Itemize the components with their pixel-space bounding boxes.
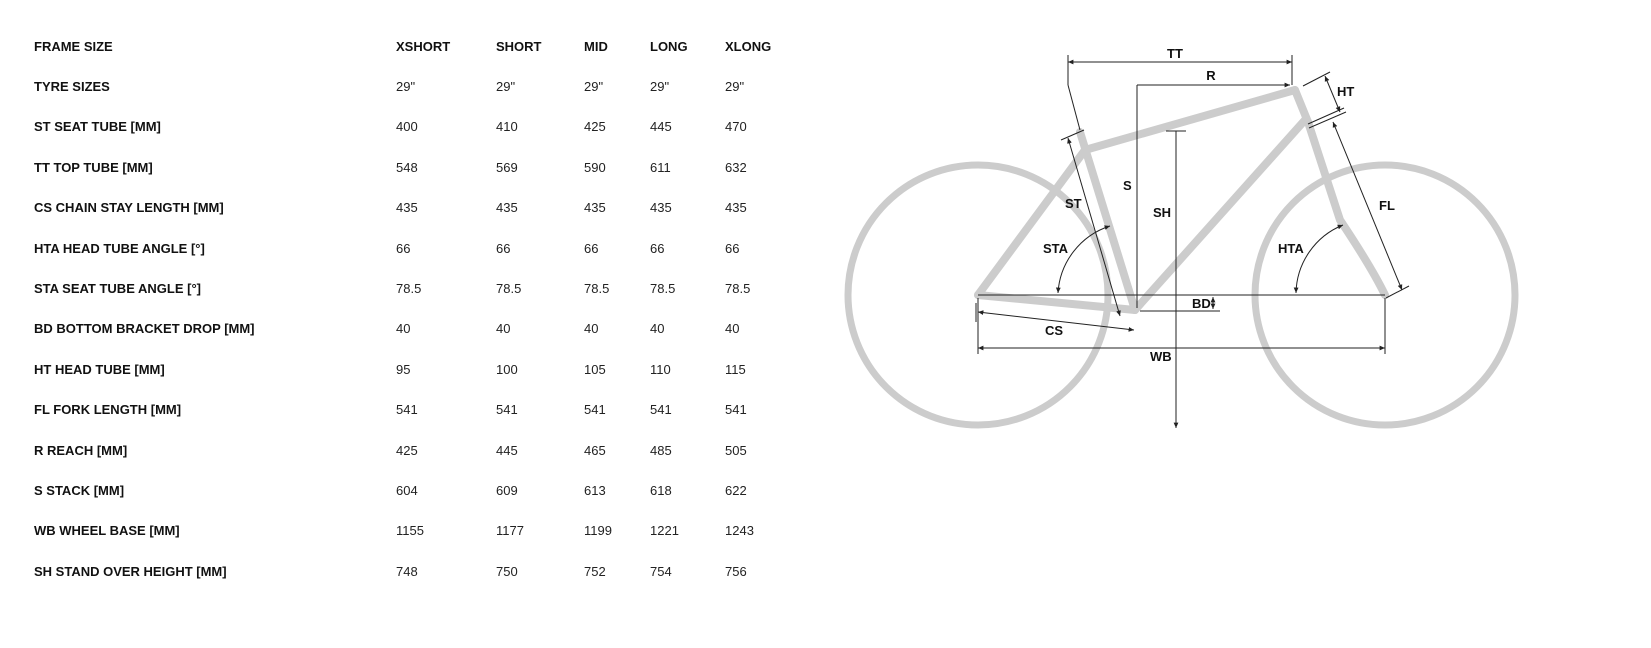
cell-xshort: 425 (396, 442, 418, 458)
cell-xlong: 632 (725, 159, 747, 175)
size-header-xlong: XLONG (725, 38, 772, 54)
size-header-xshort: XSHORT (396, 38, 451, 54)
front-wheel (1255, 165, 1515, 425)
table-header-row (34, 26, 785, 66)
cell-xshort: 29" (396, 79, 416, 95)
rear-wheel (848, 165, 1108, 425)
bike-frame (978, 90, 1385, 310)
table-row (34, 147, 785, 187)
frame-size-header: FRAME SIZE (34, 38, 113, 54)
table-row (34, 228, 785, 268)
cell-xshort: 548 (396, 159, 418, 175)
row-label: WB WHEEL BASE [MM] (34, 523, 180, 539)
cell-xshort: 748 (396, 563, 418, 579)
row-label: R REACH [MM] (34, 442, 128, 458)
cell-short: 609 (496, 482, 518, 498)
row-label: S STACK [MM] (34, 482, 125, 498)
table-row (34, 268, 785, 308)
cell-long: 485 (650, 442, 672, 458)
table-body (34, 66, 785, 591)
cell-long: 78.5 (650, 281, 676, 297)
row-label: TYRE SIZES (34, 79, 110, 95)
table-row (34, 349, 785, 389)
cell-short: 750 (496, 563, 518, 579)
cell-long: 29" (650, 79, 670, 95)
cell-xlong: 78.5 (725, 281, 751, 297)
cell-xlong: 622 (725, 482, 747, 498)
table-row (34, 188, 785, 228)
cell-xlong: 541 (725, 402, 747, 418)
cell-long: 1221 (650, 523, 679, 539)
table-row (34, 470, 785, 510)
cell-short: 541 (496, 402, 518, 418)
cell-mid: 29" (584, 79, 604, 95)
row-label: FL FORK LENGTH [MM] (34, 402, 182, 418)
label-ht: HT (1337, 84, 1355, 99)
table-row (34, 390, 785, 430)
cell-xlong: 1243 (725, 523, 754, 539)
label-s: S (1123, 178, 1132, 193)
row-label: BD BOTTOM BRACKET DROP [MM] (34, 321, 255, 337)
table-row (34, 66, 785, 106)
cell-long: 435 (650, 200, 672, 216)
cell-xshort: 95 (396, 361, 411, 377)
cell-short: 445 (496, 442, 518, 458)
label-r: R (1206, 68, 1216, 83)
table-row (34, 430, 785, 470)
cell-xshort: 400 (396, 119, 418, 135)
cell-long: 110 (650, 361, 671, 377)
dimension-lines (976, 55, 1409, 428)
cell-xlong: 66 (725, 240, 740, 256)
cell-xshort: 66 (396, 240, 411, 256)
label-sh: SH (1153, 205, 1172, 220)
table-row (34, 511, 785, 551)
row-label: SH STAND OVER HEIGHT [MM] (34, 563, 227, 579)
table-row (34, 309, 785, 349)
cell-xshort: 435 (396, 200, 418, 216)
cell-short: 569 (496, 159, 518, 175)
label-cs: CS (1045, 323, 1064, 338)
cell-long: 618 (650, 482, 672, 498)
cell-xshort: 78.5 (396, 281, 422, 297)
size-header-long: LONG (650, 38, 688, 54)
cell-long: 611 (650, 159, 671, 175)
cell-long: 445 (650, 119, 672, 135)
cell-long: 40 (650, 321, 665, 337)
cell-mid: 1199 (584, 523, 612, 539)
cell-xlong: 435 (725, 200, 747, 216)
cell-xlong: 470 (725, 119, 747, 135)
cell-long: 541 (650, 402, 672, 418)
cell-mid: 66 (584, 240, 599, 256)
size-header-short: SHORT (496, 38, 542, 54)
cell-mid: 541 (584, 402, 606, 418)
cell-xlong: 505 (725, 442, 747, 458)
row-label: HTA HEAD TUBE ANGLE [°] (34, 240, 205, 256)
cell-long: 66 (650, 240, 665, 256)
cell-short: 66 (496, 240, 511, 256)
table-row (34, 551, 785, 591)
size-header-mid: MID (584, 38, 608, 54)
cell-xshort: 604 (396, 482, 418, 498)
cell-xshort: 1155 (396, 523, 424, 539)
label-hta: HTA (1278, 241, 1304, 256)
label-sta: STA (1043, 241, 1069, 256)
cell-short: 40 (496, 321, 511, 337)
cell-xshort: 541 (396, 402, 418, 418)
cell-xlong: 29" (725, 79, 745, 95)
label-tt: TT (1167, 46, 1183, 61)
cell-mid: 590 (584, 159, 606, 175)
label-st: ST (1065, 196, 1082, 211)
cell-xshort: 40 (396, 321, 411, 337)
label-bd: BD (1192, 296, 1211, 311)
cell-mid: 425 (584, 119, 606, 135)
cell-mid: 752 (584, 563, 606, 579)
cell-short: 78.5 (496, 281, 522, 297)
cell-short: 1177 (496, 523, 524, 539)
row-label: HT HEAD TUBE [MM] (34, 361, 165, 377)
geometry-table (34, 26, 785, 591)
row-label: CS CHAIN STAY LENGTH [MM] (34, 200, 224, 216)
label-fl: FL (1379, 198, 1395, 213)
row-label: ST SEAT TUBE [MM] (34, 119, 161, 135)
cell-short: 29" (496, 79, 516, 95)
cell-mid: 465 (584, 442, 606, 458)
cell-mid: 435 (584, 200, 606, 216)
cell-xlong: 115 (725, 361, 746, 377)
cell-short: 100 (496, 361, 518, 377)
cell-long: 754 (650, 563, 672, 579)
cell-mid: 40 (584, 321, 599, 337)
label-wb: WB (1150, 349, 1172, 364)
cell-mid: 105 (584, 361, 606, 377)
cell-xlong: 756 (725, 563, 747, 579)
table-row (34, 107, 785, 147)
row-label: STA SEAT TUBE ANGLE [°] (34, 281, 201, 297)
row-label: TT TOP TUBE [MM] (34, 159, 153, 175)
cell-short: 435 (496, 200, 518, 216)
cell-mid: 78.5 (584, 281, 610, 297)
cell-mid: 613 (584, 482, 606, 498)
cell-xlong: 40 (725, 321, 740, 337)
cell-short: 410 (496, 119, 518, 135)
